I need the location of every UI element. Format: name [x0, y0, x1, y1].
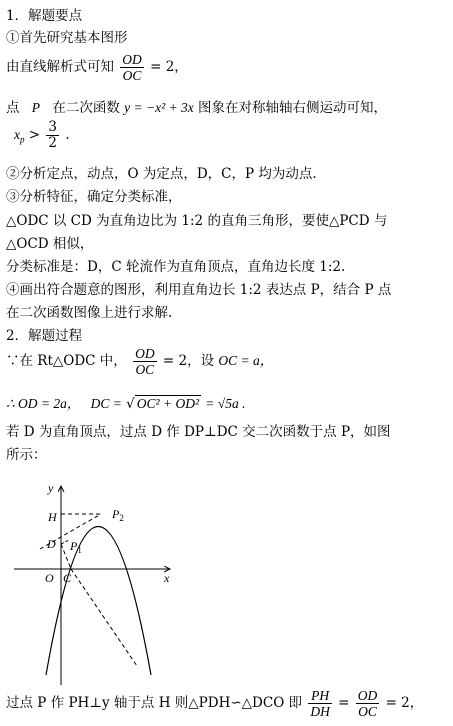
label-p2: $P_2$ — [112, 507, 124, 523]
setup-line — [6, 346, 273, 377]
section1-heading: 1．解题要点 — [6, 8, 83, 24]
period: . — [65, 127, 70, 143]
fraction-denominator: OC — [122, 68, 142, 83]
line-d-p1 — [61, 540, 69, 544]
text-span: 过点 P 作 PH⊥y 轴于点 H 则△PDH∽△DCO 即 — [6, 695, 303, 711]
label-y: y — [48, 481, 54, 495]
fraction-numerator: 3 — [48, 119, 57, 135]
three-halves-fraction — [46, 120, 59, 151]
od-oc-fraction — [133, 346, 157, 377]
od-oc-fraction-2 — [356, 688, 380, 719]
section2-heading: 2．解题过程 — [6, 328, 83, 344]
line-c-extension — [71, 569, 137, 666]
subscript-p: p — [20, 134, 25, 145]
label-o: O — [45, 571, 54, 585]
point-p-label: P — [31, 100, 41, 115]
fraction-denominator: 2 — [48, 135, 57, 151]
fraction-denominator: DH — [310, 704, 330, 719]
classification-text: 分类标准是：D，C 轮流作为直角顶点，直角边长度 1:2. — [6, 259, 346, 275]
fraction-numerator: OD — [122, 52, 142, 67]
triangle-text-1: △ODC 以 CD 为直角边比为 1:2 的直角三角形，要使△PCD 与 — [6, 213, 388, 229]
similarity-line — [6, 688, 423, 719]
fraction-numerator: PH — [308, 688, 332, 704]
step4-text-1: ④画出符合题意的图形，利用直角边长 1:2 表达点 P，结合 P 点 — [6, 282, 392, 298]
label-d: D — [47, 537, 56, 551]
triangle-text-2: △OCD 相似， — [6, 236, 94, 252]
text-span: 在二次函数 — [52, 100, 120, 116]
text-span: 点 — [6, 100, 20, 116]
label-c: C — [63, 571, 72, 585]
text-span: 图象在对称轴轴右侧运动可知， — [198, 100, 388, 116]
fraction-numerator: OD — [357, 688, 378, 703]
step2-text: ②分析定点，动点，O 为定点，D，C，P 均为动点. — [6, 166, 317, 182]
dc-label: DC = — [90, 396, 122, 411]
ratio-value: = 2， — [150, 59, 188, 75]
dc-length-line — [6, 392, 245, 412]
case-d-text-1: 若 D 为直角顶点，过点 D 作 DP⊥DC 交二次函数于点 P，如图 — [6, 424, 391, 440]
greater-than-sign: > — [28, 127, 41, 143]
dc-result: = √5a . — [205, 396, 246, 411]
ratio-fraction — [120, 52, 144, 83]
fraction-denominator: OC — [358, 704, 377, 719]
text-span: = 2， — [385, 695, 424, 711]
step4-text-2: 在二次函数图像上进行求解. — [6, 305, 173, 321]
x-variable: x — [14, 127, 20, 142]
step1-text: ①首先研究基本图形 — [6, 30, 128, 46]
point-p-line — [6, 96, 387, 116]
od-value: ∴ OD = 2a， — [6, 396, 81, 411]
ph-dh-fraction — [308, 688, 332, 719]
quadratic-equation: y = −x² + 3x — [124, 100, 194, 115]
sqrt-sign: √ — [126, 396, 135, 412]
fraction-numerator: OD — [135, 346, 155, 361]
parabola-curve — [46, 527, 151, 676]
label-h: H — [48, 510, 57, 524]
ratio-line — [6, 52, 188, 83]
label-p1: $P_1$ — [70, 539, 82, 555]
case-d-text-2: 所示： — [6, 447, 47, 463]
label-x: x — [164, 571, 170, 585]
step3-text: ③分析特征，确定分类标准， — [6, 189, 182, 205]
fraction-denominator: OC — [135, 362, 155, 377]
text-span: = 2，设 — [162, 353, 215, 369]
ratio-intro: 由直线解析式可知 — [6, 59, 114, 75]
text-span: ∵在 Rt△ODC 中， — [6, 353, 127, 369]
parabola-figure — [0, 470, 200, 690]
xp-inequality — [14, 120, 70, 151]
oc-definition: OC = a， — [218, 353, 274, 368]
radicand: OC² + OD² — [136, 396, 199, 411]
equals-sign: = — [338, 695, 350, 711]
